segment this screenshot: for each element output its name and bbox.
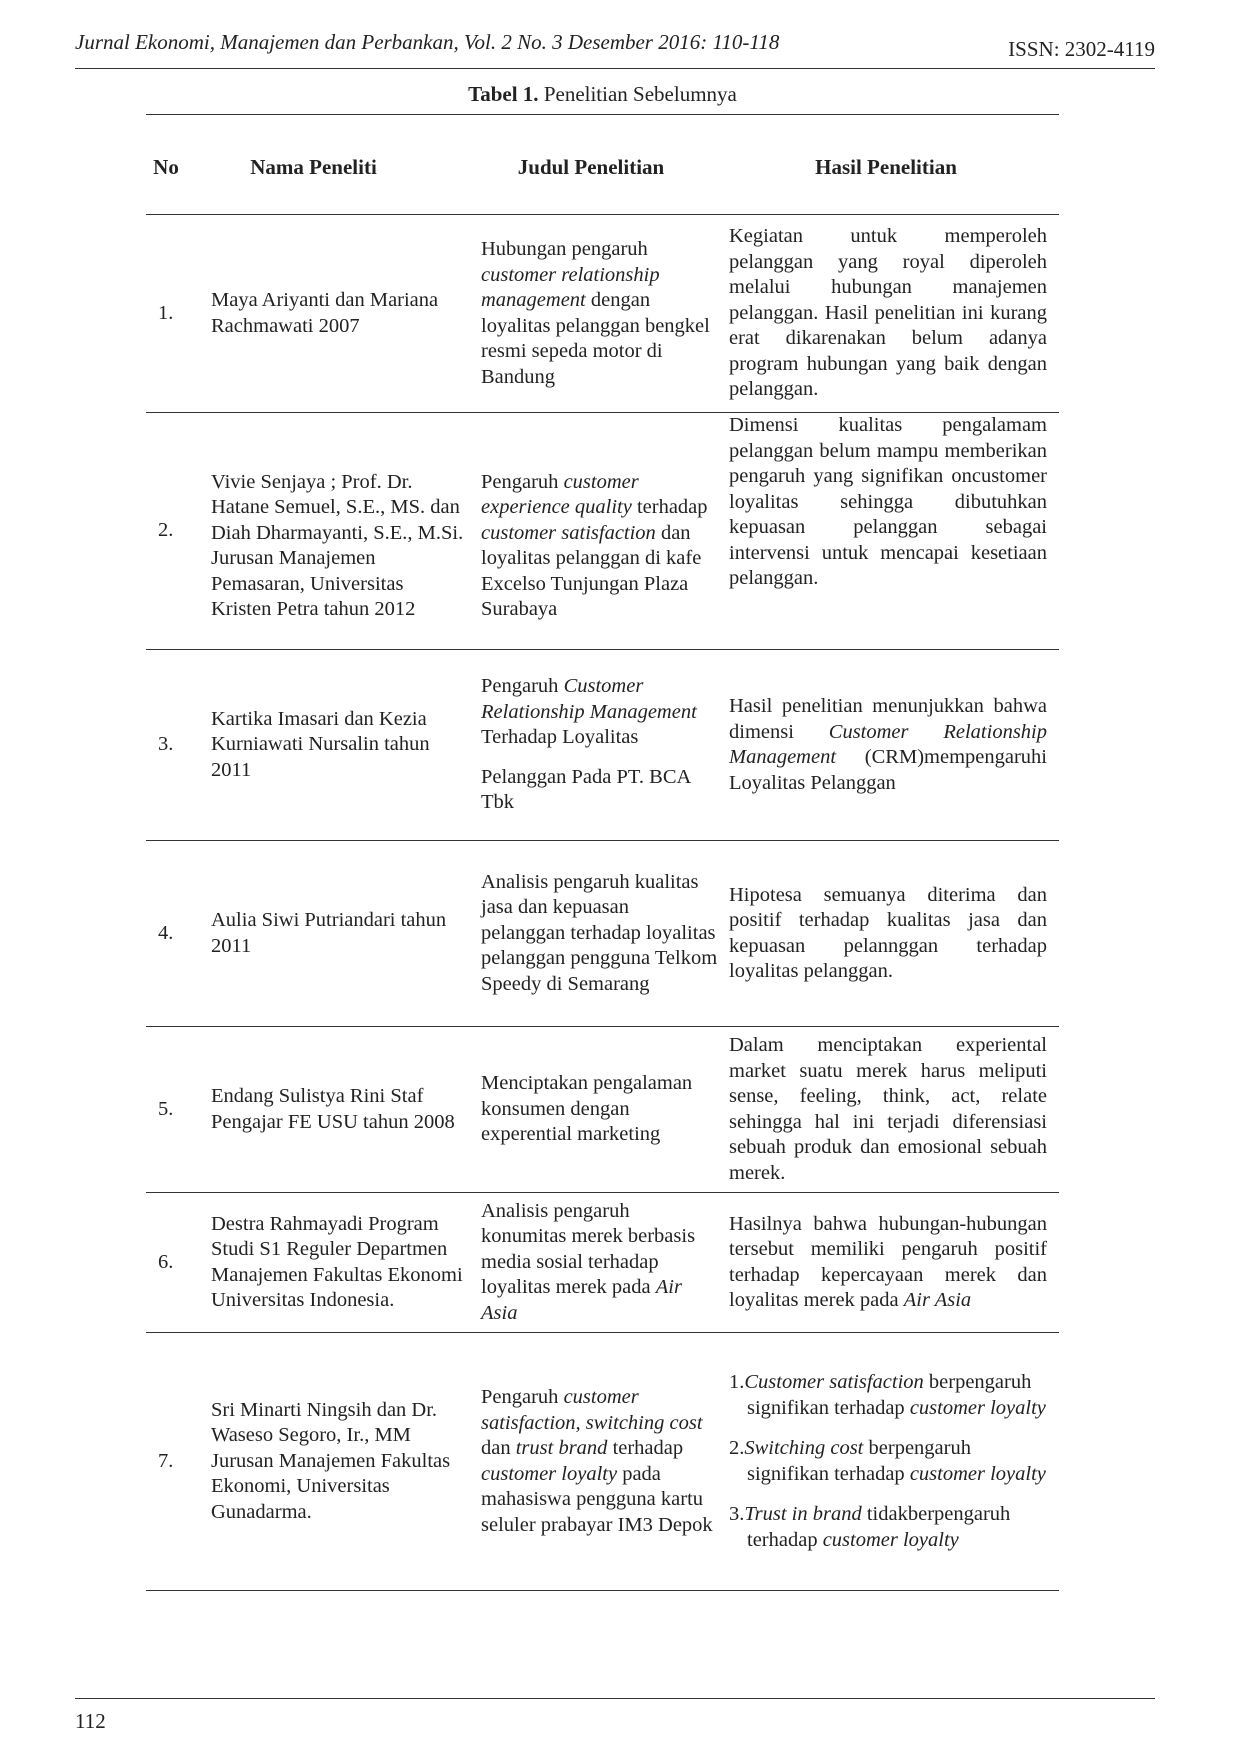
table-header bbox=[146, 114, 1059, 215]
cell-result: Dalam menciptakan experiental market suatu merek harus meliputi sense, feeling, think, act, relate sehingga hal ini terjadi diferensiasi sebuah produk dan emosional sebuah merek. bbox=[729, 1034, 1047, 1184]
cell-no: 3. bbox=[158, 733, 174, 756]
caption-title: Penelitian Sebelumnya bbox=[538, 82, 737, 106]
cell-title: Hubungan pengaruh customer relationship management dengan loyalitas pelanggan bengkel resmi sepeda motor di Bandung bbox=[481, 238, 710, 388]
table-row bbox=[146, 841, 1059, 1027]
cell-name: Destra Rahmayadi Program Studi S1 Reguler Departmen Manajemen Fakultas Ekonomi Universitas Indonesia. bbox=[211, 1212, 463, 1311]
cell-no: 5. bbox=[158, 1097, 174, 1120]
running-header bbox=[75, 30, 1155, 69]
result-list bbox=[729, 1370, 1047, 1553]
table-row bbox=[146, 1333, 1059, 1591]
table-row bbox=[146, 413, 1059, 650]
table-caption bbox=[146, 82, 1059, 107]
cell-title: Analisis pengaruh kualitas jasa dan kepuasan pelanggan terhadap loyalitas pelanggan pengguna Telkom Speedy di Semarang bbox=[481, 870, 718, 995]
cell-title: Analisis pengaruh konumitas merek berbasis media sosial terhadap loyalitas merek pada Air Asia bbox=[481, 1199, 696, 1324]
cell-title: Pengaruh customer experience quality terhadap customer satisfaction dan loyalitas pelanggan di kafe Excelso Tunjungan Plaza Surabaya bbox=[481, 470, 708, 620]
cell-name: Vivie Senjaya ; Prof. Dr. Hatane Semuel, S.E., MS. dan Diah Dharmayanti, S.E., M.Si. Jurusan Manajemen Pemasaran, Universitas Kristen Petra tahun 2012 bbox=[211, 470, 464, 620]
cell-name: Aulia Siwi Putriandari tahun 2011 bbox=[211, 909, 447, 957]
cell-result: Hasil penelitian menunjukkan bahwa dimensi Customer Relationship Management (CRM)mempengaruhi Loyalitas Pelanggan bbox=[729, 695, 1047, 794]
list-item: 1.Customer satisfaction berpengaruh signifikan terhadap customer loyalty bbox=[729, 1371, 1046, 1419]
cell-result: Dimensi kualitas pengalamam pelanggan belum mampu memberikan pengaruh yang signifikan oncustomer loyalitas sehingga dibutuhkan kepuasan pelanggan sebagai intervensi untuk mencapai kesetiaan pelanggan. bbox=[729, 414, 1047, 589]
list-item: 3.Trust in brand tidakberpengaruh terhadap customer loyalty bbox=[729, 1503, 1011, 1551]
cell-result bbox=[729, 1333, 1047, 1590]
cell-title: Pengaruh Customer Relationship Management Terhadap Loyalitas Pelanggan Pada PT. BCA Tbk bbox=[481, 675, 697, 814]
cell-title: Pengaruh customer satisfaction, switching cost dan trust brand terhadap customer loyalty pada mahasiswa pengguna kartu seluler prabayar IM3 Depok bbox=[481, 1386, 713, 1536]
header-hasil-penelitian: Hasil Penelitian bbox=[815, 155, 957, 179]
table-row bbox=[146, 1193, 1059, 1333]
cell-no: 7. bbox=[158, 1449, 174, 1472]
cell-result: Hipotesa semuanya diterima dan positif terhadap kualitas jasa dan kepuasan pelannggan terhadap loyalitas pelanggan. bbox=[729, 883, 1047, 982]
research-table bbox=[146, 114, 1059, 1591]
cell-name: Maya Ariyanti dan Mariana Rachmawati 2007 bbox=[211, 289, 439, 337]
cell-title: Menciptakan pengalaman konsumen dengan experential marketing bbox=[481, 1072, 693, 1146]
list-item: 2.Switching cost berpengaruh signifikan terhadap customer loyalty bbox=[729, 1437, 1046, 1485]
header-judul-penelitian: Judul Penelitian bbox=[517, 155, 665, 179]
issn: ISSN: 2302-4119 bbox=[1008, 37, 1155, 61]
cell-name: Endang Sulistya Rini Staf Pengajar FE USU tahun 2008 bbox=[211, 1085, 455, 1133]
cell-no: 1. bbox=[158, 301, 174, 324]
table-row bbox=[146, 215, 1059, 413]
table-row bbox=[146, 1027, 1059, 1193]
cell-no: 6. bbox=[158, 1250, 174, 1273]
cell-no: 2. bbox=[158, 519, 174, 542]
header-no: No bbox=[153, 155, 179, 179]
journal-citation: Jurnal Ekonomi, Manajemen dan Perbankan, Vol. 2 No. 3 Desember 2016: 110-118 bbox=[75, 30, 780, 54]
cell-result: Kegiatan untuk memperoleh pelanggan yang royal diperoleh melalui hubungan manajemen pelanggan. Hasil penelitian ini kurang erat dikarenakan belum adanya program hubungan yang baik dengan pelanggan. bbox=[729, 225, 1047, 401]
cell-no: 4. bbox=[158, 921, 174, 944]
footer-rule bbox=[75, 1698, 1155, 1699]
header-nama-peneliti: Nama Peneliti bbox=[250, 155, 377, 179]
table-row bbox=[146, 650, 1059, 841]
cell-name: Kartika Imasari dan Kezia Kurniawati Nursalin tahun 2011 bbox=[211, 707, 430, 781]
cell-name: Sri Minarti Ningsih dan Dr. Waseso Segoro, Ir., MM Jurusan Manajemen Fakultas Ekonomi, Universitas Gunadarma. bbox=[211, 1398, 451, 1523]
page-number: 112 bbox=[75, 1709, 106, 1733]
caption-label: Tabel 1. bbox=[468, 82, 539, 106]
cell-result: Hasilnya bahwa hubungan-hubungan tersebut memiliki pengaruh positif terhadap kepercayaan merek dan loyalitas merek pada Air Asia bbox=[729, 1212, 1047, 1311]
